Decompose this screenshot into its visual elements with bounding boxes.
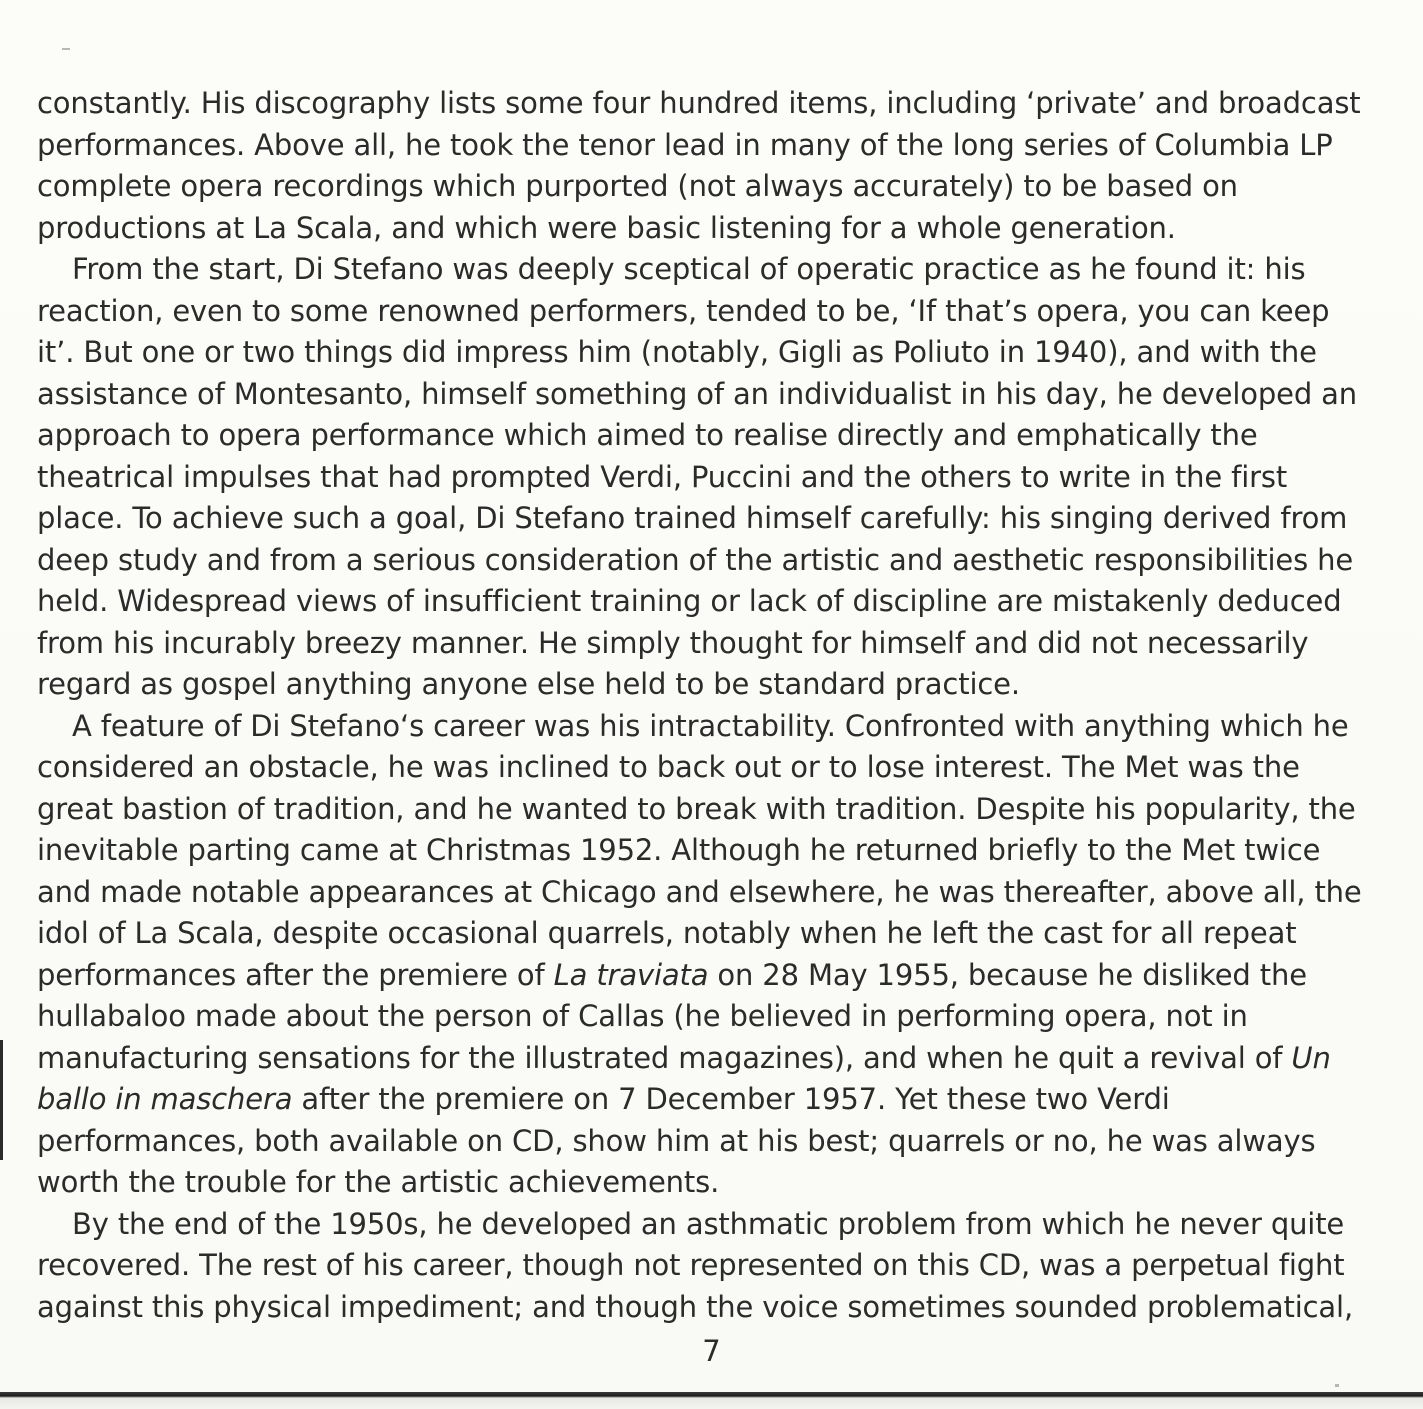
text-run: performances after the premiere of [37, 957, 554, 992]
text-line [37, 498, 1377, 540]
text-run: idol of La Scala, despite occasional quarrels, notably when he left the cast for all repeat [37, 916, 1297, 950]
text-run: recovered. The rest of his career, though not represented on this CD, was a perpetual fight [37, 1248, 1345, 1282]
text-line [37, 457, 1377, 499]
text-run: manufacturing sensations for the illustrated magazines), and when he quit a revival of [37, 1040, 1292, 1075]
paper-speck [62, 48, 70, 50]
text-line [37, 208, 1377, 250]
text-line [37, 830, 1377, 872]
text-line [37, 1079, 1377, 1121]
text-run: performances. Above all, he took the tenor lead in many of the long series of Columbia LP [37, 127, 1333, 162]
text-line [37, 1204, 1377, 1246]
paper-speck [1335, 1384, 1339, 1387]
page-number: 7 [702, 1334, 721, 1368]
text-run: From the start, Di Stefano was deeply sceptical of operatic practice as he found it: his [72, 252, 1306, 286]
text-line [37, 1121, 1377, 1163]
text-line [37, 1038, 1377, 1080]
text-run: and made notable appearances at Chicago and elsewhere, he was thereafter, above all, the [37, 874, 1362, 909]
text-line [37, 166, 1377, 208]
text-line [37, 789, 1377, 831]
paragraph [37, 249, 1377, 706]
text-line [37, 1245, 1377, 1287]
page-edge-shadow [0, 1040, 3, 1160]
text-run: hullabaloo made about the person of Callas (he believed in performing opera, not in [37, 999, 1248, 1033]
text-line [37, 581, 1377, 623]
text-line [37, 913, 1377, 955]
text-line [37, 706, 1377, 748]
text-line [37, 623, 1377, 665]
text-run: deep study and from a serious consideration of the artistic and aesthetic responsibilities he [37, 542, 1354, 577]
text-line [37, 291, 1377, 333]
text-run: worth the trouble for the artistic achievements. [37, 1165, 720, 1199]
text-run: against this physical impediment; and though the voice sometimes sounded problematical, [37, 1289, 1354, 1324]
text-run: theatrical impulses that had prompted Verdi, Puccini and the others to write in the first [37, 459, 1288, 494]
text-run: held. Widespread views of insufficient training or lack of discipline are mistakenly deduced [37, 584, 1342, 618]
text-run: place. To achieve such a goal, Di Stefano trained himself carefully: his singing derived from [37, 501, 1348, 535]
text-run: By the end of the 1950s, he developed an asthmatic problem from which he never quite [72, 1206, 1345, 1241]
paragraph [37, 1204, 1377, 1329]
text-run: reaction, even to some renowned performers, tended to be, ‘If that’s opera, you can keep [37, 293, 1330, 328]
text-run: from his incurably breezy manner. He simply thought for himself and did not necessarily [37, 625, 1309, 660]
text-line [37, 1162, 1377, 1204]
text-line [37, 1287, 1377, 1329]
text-run: considered an obstacle, he was inclined to back out or to lose interest. The Met was the [37, 750, 1300, 784]
text-run: it’. But one or two things did impress him (notably, Gigli as Poliuto in 1940), and with the [37, 335, 1317, 369]
text-line [37, 249, 1377, 291]
text-line [37, 374, 1377, 416]
text-run: A feature of Di Stefano‘s career was his intractability. Confronted with anything which he [72, 708, 1349, 743]
text-run: constantly. His discography lists some four hundred items, including ‘private’ and broadcast [37, 86, 1361, 120]
text-line [37, 83, 1377, 125]
italic-title: ballo in maschera [37, 1082, 293, 1116]
text-run: inevitable parting came at Christmas 1952. Although he returned briefly to the Met twice [37, 833, 1321, 867]
paragraph [37, 83, 1377, 249]
text-line [37, 955, 1377, 997]
text-line [37, 540, 1377, 582]
text-line [37, 125, 1377, 167]
body-text [37, 83, 1377, 1328]
text-run: great bastion of tradition, and he wanted to break with tradition. Despite his popularity, the [37, 791, 1356, 826]
text-line [37, 332, 1377, 374]
text-line [37, 415, 1377, 457]
text-run: assistance of Montesanto, himself something of an individualist in his day, he developed an [37, 376, 1357, 411]
text-run: approach to opera performance which aimed to realise directly and emphatically the [37, 418, 1258, 452]
text-line [37, 747, 1377, 789]
text-run: regard as gospel anything anyone else held to be standard practice. [37, 667, 1020, 701]
italic-title: La traviata [553, 957, 709, 992]
text-line [37, 664, 1377, 706]
text-line [37, 872, 1377, 914]
italic-title: Un [1291, 1040, 1331, 1075]
text-run: after the premiere on 7 December 1957. Yet these two Verdi [292, 1082, 1170, 1116]
text-run: productions at La Scala, and which were basic listening for a whole generation. [37, 210, 1176, 245]
page-bottom-edge [0, 1392, 1423, 1409]
text-run: complete opera recordings which purported (not always accurately) to be based on [37, 169, 1238, 203]
text-run: performances, both available on CD, show him at his best; quarrels or no, he was always [37, 1123, 1316, 1158]
paragraph [37, 706, 1377, 1204]
text-line [37, 996, 1377, 1038]
text-run: on 28 May 1955, because he disliked the [708, 957, 1307, 992]
